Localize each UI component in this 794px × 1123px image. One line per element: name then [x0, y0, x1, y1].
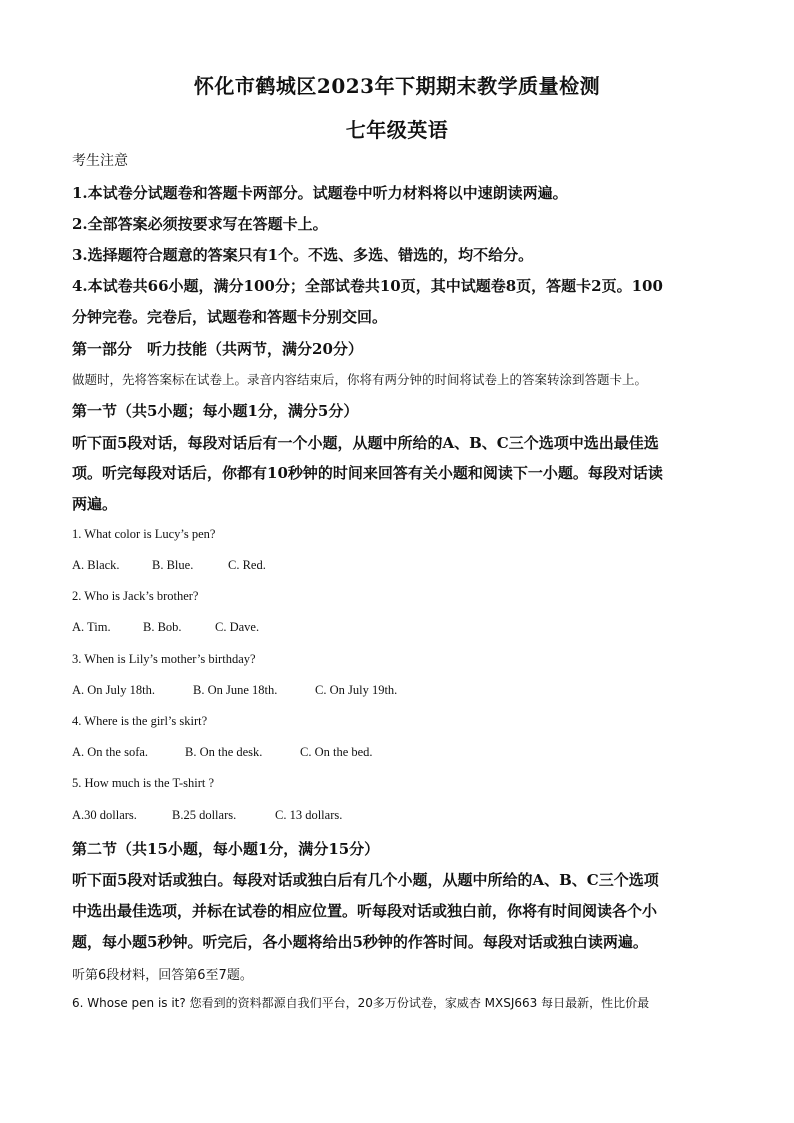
option-a: A. On July 18th.	[72, 683, 155, 697]
notice-item: 3.选择题符合题意的答案只有1个。不选、多选、错选的，均不给分。	[72, 246, 534, 264]
question-3: 3. When is Lily’s mother’s birthday?	[72, 652, 256, 666]
option-a: A. On the sofa.	[72, 745, 149, 759]
option-c: C. On July 19th.	[315, 683, 398, 697]
section1-directions: 两遍。	[72, 495, 118, 513]
question-2: 2. Who is Jack’s brother?	[72, 589, 199, 603]
notice-item: 2.全部答案必须按要求写在答题卡上。	[72, 215, 328, 233]
section1-heading: 第一节（共5小题；每小题1分，满分5分）	[72, 402, 359, 420]
option-b: B. On June 18th.	[193, 683, 278, 697]
exam-title: 怀化市鹤城区2023年下期期末教学质量检测	[193, 74, 601, 98]
part1-instruction: 做题时，先将答案标在试卷上。录音内容结束后，你将有两分钟的时间将试卷上的答案转涂到答题卡上。	[72, 372, 648, 387]
exam-subtitle: 七年级英语	[345, 118, 449, 142]
section2-directions: 题，每小题5秒钟。听完后，各小题将给出5秒钟的作答时间。每段对话或独白读两遍。	[72, 933, 648, 951]
option-c: C. Red.	[228, 558, 266, 572]
option-c: C. On the bed.	[300, 745, 373, 759]
option-b: B.25 dollars.	[172, 808, 237, 822]
section2-directions: 中选出最佳选项，并标在试卷的相应位置。听每段对话或独白前，你将有时间阅读各个小	[72, 902, 658, 920]
section2-heading: 第二节（共15小题，每小题1分，满分15分）	[72, 840, 380, 858]
notice-heading: 考生注意	[72, 153, 128, 169]
option-b: B. On the desk.	[185, 745, 263, 759]
option-a: A.30 dollars.	[72, 808, 137, 822]
section1-directions: 听下面5段对话，每段对话后有一个小题，从题中所给的A、B、C三个选项中选出最佳选	[72, 434, 659, 452]
option-c: C. 13 dollars.	[275, 808, 343, 822]
option-b: B. Bob.	[143, 620, 182, 634]
option-a: A. Black.	[72, 558, 120, 572]
question-1: 1. What color is Lucy’s pen?	[72, 527, 216, 541]
option-a: A. Tim.	[72, 620, 111, 634]
question-5: 5. How much is the T-shirt ?	[72, 776, 215, 790]
section2-directions: 听下面5段对话或独白。每段对话或独白后有几个小题，从题中所给的A、B、C三个选项	[72, 871, 659, 889]
notice-item: 分钟完卷。完卷后，试题卷和答题卡分别交回。	[72, 308, 388, 326]
option-c: C. Dave.	[215, 620, 260, 634]
question-6: 6. Whose pen is it? 您看到的资料都源自我们平台，20多万份试卷，家威杏 MXSJ663 每日最新，性比价最	[72, 996, 650, 1010]
notice-item: 4.本试卷共66小题，满分100分；全部试卷共10页，其中试题卷8页，答题卡2页。100	[72, 277, 663, 295]
material-note: 听第6段材料，回答第6至7题。	[72, 968, 253, 983]
part1-heading: 第一部分 听力技能（共两节，满分20分）	[72, 340, 363, 358]
notice-item: 1.本试卷分试题卷和答题卡两部分。试题卷中听力材料将以中速朗读两遍。	[72, 184, 568, 202]
section1-directions: 项。听完每段对话后，你都有10秒钟的时间来回答有关小题和阅读下一小题。每段对话读	[72, 464, 663, 482]
question-4: 4. Where is the girl’s skirt?	[72, 714, 208, 728]
option-b: B. Blue.	[152, 558, 194, 572]
